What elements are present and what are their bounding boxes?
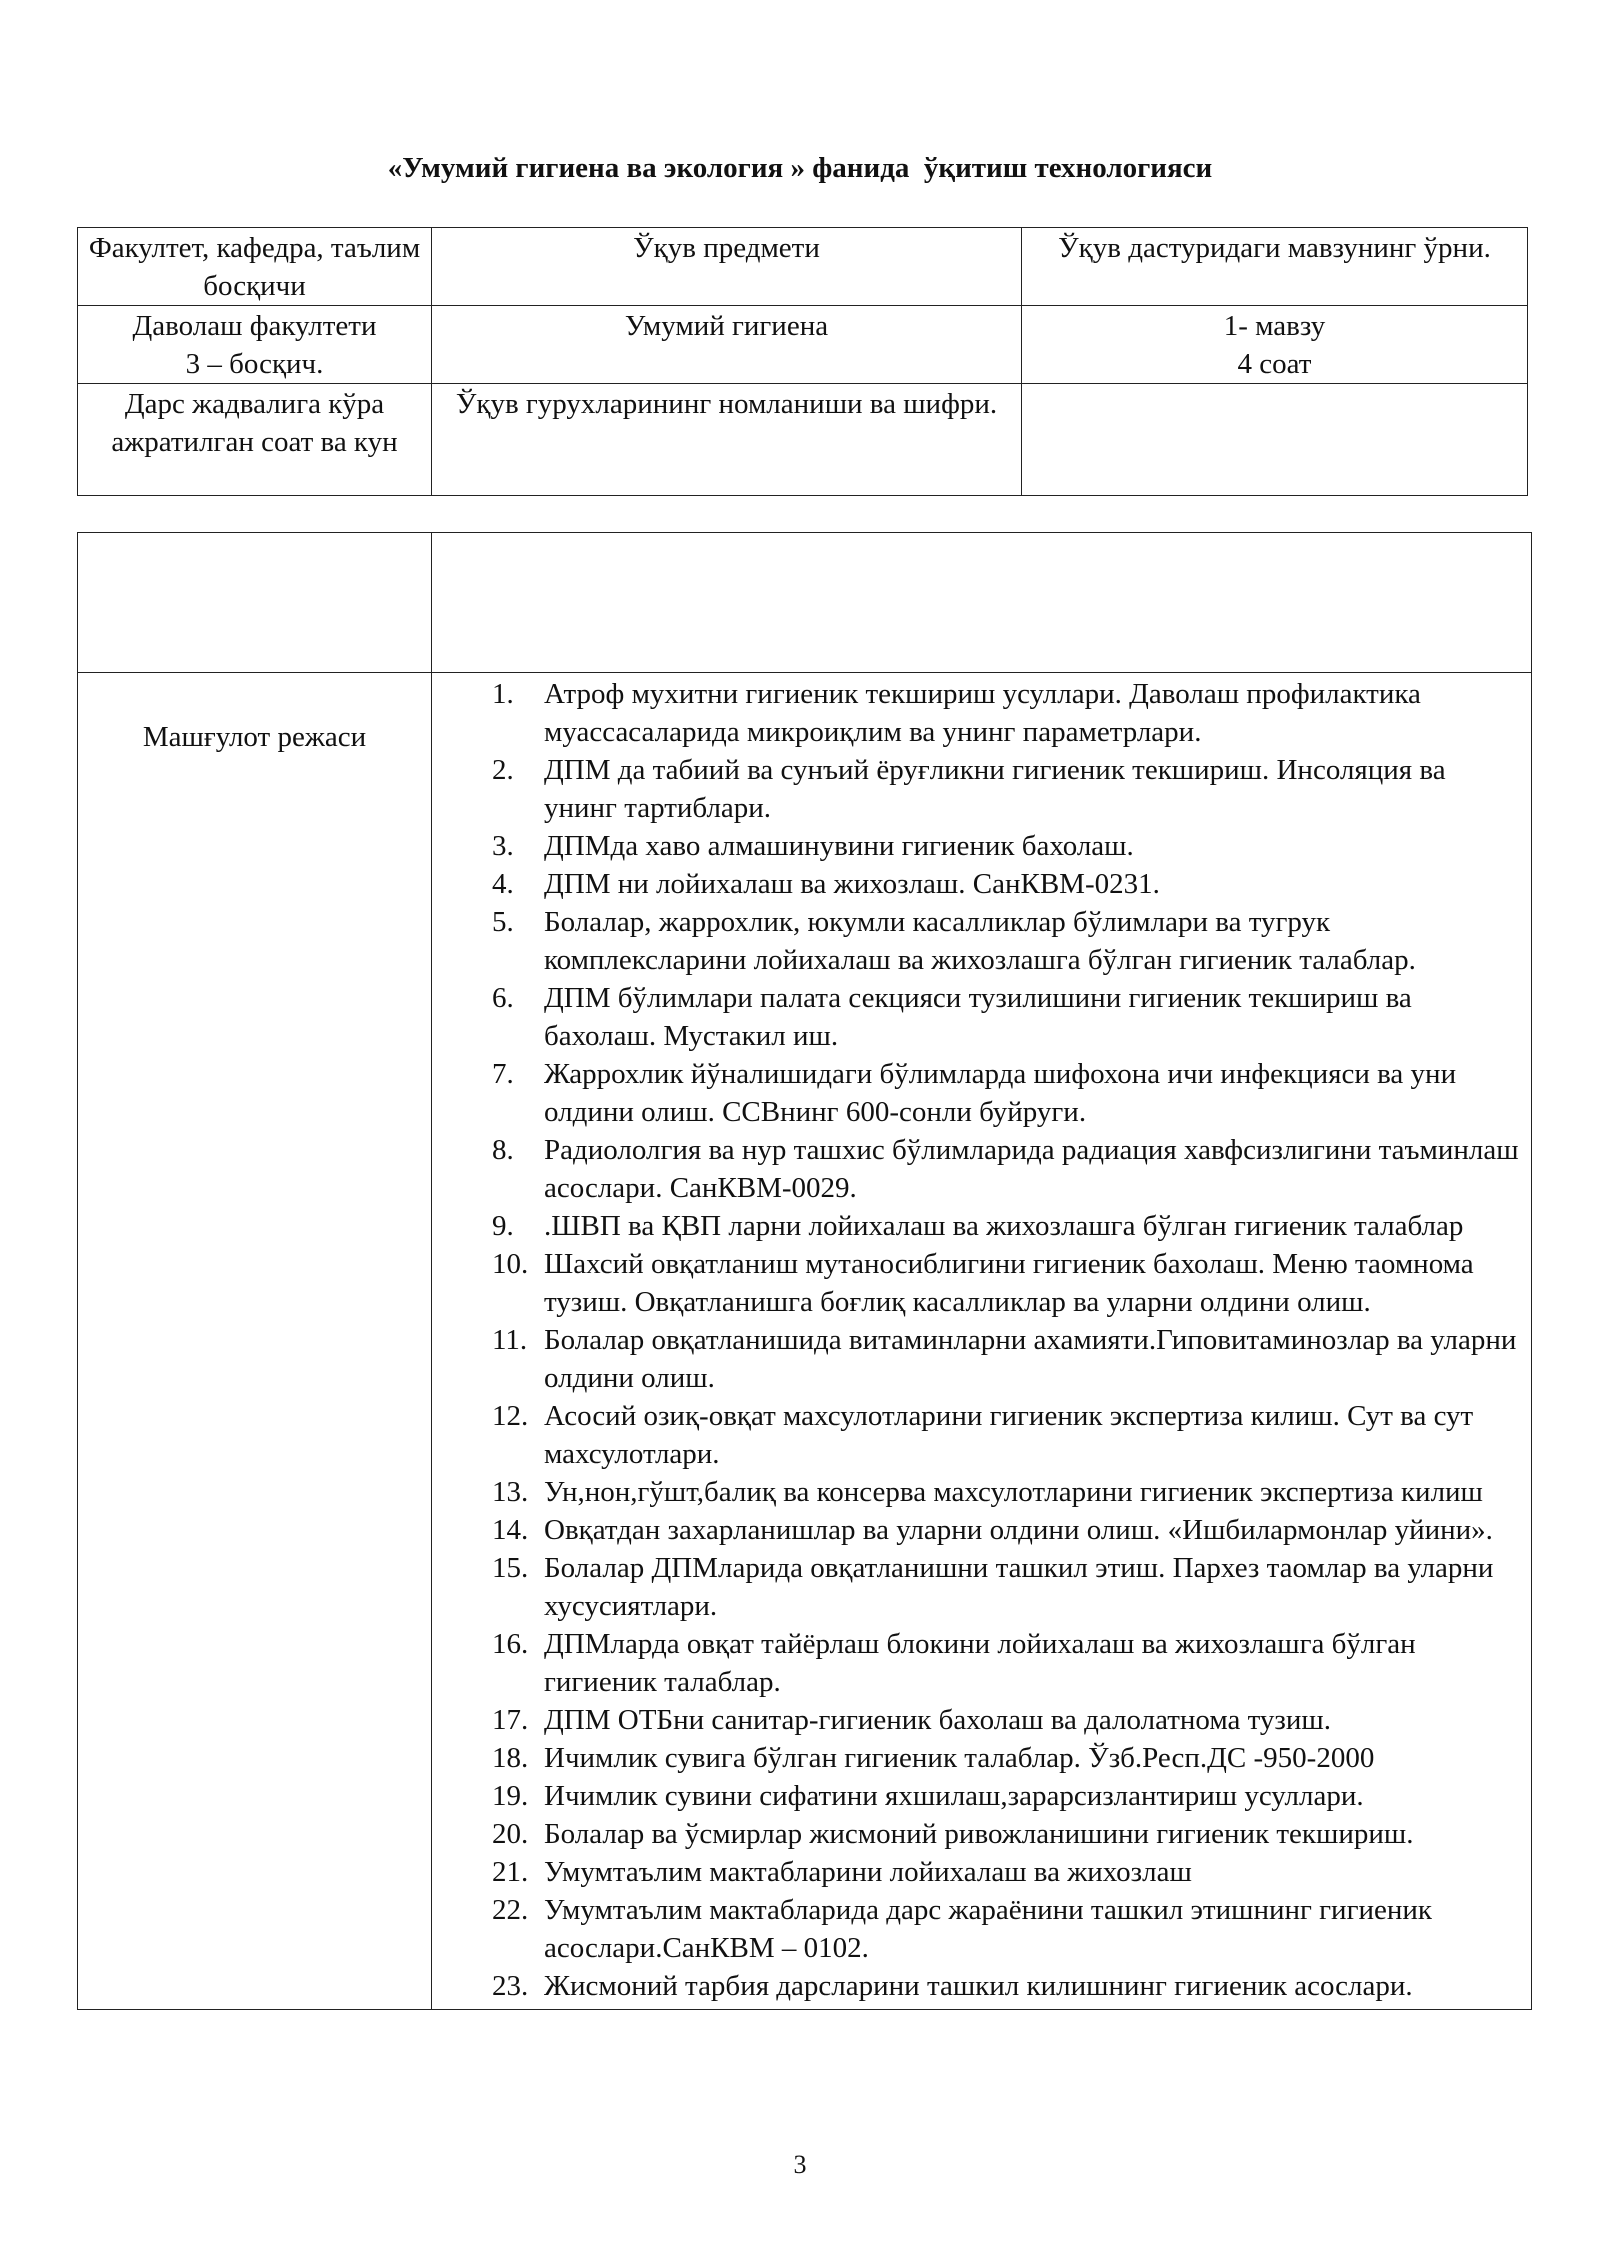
plan-item-text: Овқатдан захарланишлар ва уларни олдини олиш. «Ишбилармонлар уйини». (544, 1514, 1493, 1546)
empty-cell (1022, 384, 1528, 496)
plan-item-text: ДПМ да табиий ва сунъий ёруғликни гигиеник текшириш. Инсоляция ва унинг тартиблари. (544, 754, 1446, 824)
plan-item-text: Умумтаълим мактабларида дарс жараёнини ташкил этишнинг гигиеник асослари.СанКВМ – 0102. (544, 1894, 1432, 1964)
faculty-header-cell: Факултет, кафедра, таълим босқичи (78, 228, 432, 306)
plan-item-number: 21. (492, 1856, 529, 1888)
plan-blank-right (432, 533, 1532, 673)
plan-item (432, 1511, 1531, 1549)
plan-item (432, 903, 1531, 979)
plan-item (432, 979, 1531, 1055)
plan-item-number: 4. (492, 868, 514, 900)
plan-item-text: Атроф мухитни гигиеник текшириш усуллари. Даволаш профилактика муассасаларида микроиқлим ва унинг параметрлари. (544, 678, 1421, 748)
plan-item-number: 7. (492, 1058, 514, 1090)
plan-item-text: Шахсий овқатланиш мутаносиблигини гигиеник бахолаш. Меню таомнома тузиш. Овқатланишга боғлиқ касалликлар ва уларни олдини олиш. (544, 1248, 1474, 1318)
plan-item-number: 20. (492, 1818, 529, 1850)
plan-item-number: 16. (492, 1628, 529, 1660)
plan-item-text: Радиололгия ва нур ташхис бўлимларида радиация хавфсизлигини таъминлаш асослари. СанКВМ-0029. (544, 1134, 1519, 1204)
page-title: «Умумий гигиена ва экология » фанида ўқитиш технологияси (387, 152, 1213, 184)
plan-item-text: Ичимлик сувини сифатини яхшилаш,зарарсизлантириш усуллари. (544, 1780, 1364, 1812)
plan-item-number: 13. (492, 1476, 529, 1508)
plan-item-number: 1. (492, 678, 514, 710)
plan-item (432, 1815, 1531, 1853)
plan-item-number: 3. (492, 830, 514, 862)
plan-item-number: 8. (492, 1134, 514, 1166)
plan-list (432, 675, 1531, 2005)
plan-item-number: 2. (492, 754, 514, 786)
plan-item-number: 23. (492, 1970, 529, 2002)
topic-hours: 4 соат (1237, 348, 1312, 380)
plan-item-number: 14. (492, 1514, 529, 1546)
plan-item-text: ДПМларда овқат тайёрлаш блокини лойихалаш ва жихозлашга бўлган гигиеник талаблар. (544, 1628, 1416, 1698)
faculty-cell (78, 306, 432, 384)
plan-item (432, 1853, 1531, 1891)
plan-item-number: 17. (492, 1704, 529, 1736)
plan-item-text: Болалар овқатланишида витаминларни ахамияти.Гиповитаминозлар ва уларни олдини олиш. (544, 1324, 1517, 1394)
plan-item (432, 1739, 1531, 1777)
topic-cell (1022, 306, 1528, 384)
header-row-2 (78, 306, 1528, 384)
plan-item-number: 19. (492, 1780, 529, 1812)
header-row-3 (78, 384, 1528, 496)
plan-item (432, 1055, 1531, 1131)
plan-label: Машғулот режаси (78, 673, 432, 2010)
plan-item-number: 11. (492, 1324, 528, 1356)
plan-item-number: 18. (492, 1742, 529, 1774)
plan-item-text: Ун,нон,гўшт,балиқ ва консерва махсулотларини гигиеник экспертиза килиш (544, 1476, 1483, 1508)
plan-item-text: ДПМ ни лойихалаш ва жихозлаш. СанКВМ-0231. (544, 868, 1160, 900)
plan-item-text: Жаррохлик йўналишидаги бўлимларда шифохона ичи инфекцияси ва уни олдини олиш. ССВнинг 600-сонли буйруги. (544, 1058, 1457, 1128)
plan-item (432, 1701, 1531, 1739)
plan-item-number: 12. (492, 1400, 529, 1432)
plan-item (432, 1625, 1531, 1701)
plan-item-text: Болалар, жаррохлик, юкумли касалликлар бўлимлари ва тугрук комплексларини лойихалаш ва жихозлашга бўлган гигиеник талаблар. (544, 906, 1416, 976)
faculty-stage: 3 – босқич. (185, 348, 324, 380)
plan-content-cell (432, 673, 1532, 2010)
plan-row (78, 673, 1532, 2010)
faculty-name: Даволаш факултети (132, 310, 377, 342)
header-table (77, 227, 1528, 496)
plan-item (432, 1397, 1531, 1473)
plan-item (432, 827, 1531, 865)
plan-item-text: Асосий озиқ-овқат махсулотларини гигиеник экспертиза килиш. Сут ва сут махсулотлари. (544, 1400, 1474, 1470)
page-number: 3 (793, 2150, 807, 2179)
plan-item (432, 1245, 1531, 1321)
plan-item (432, 1967, 1531, 2005)
plan-table (77, 532, 1532, 2010)
plan-item-text: Ичимлик сувига бўлган гигиеник талаблар. Ўзб.Респ.ДС -950-2000 (544, 1742, 1375, 1774)
plan-item (432, 865, 1531, 903)
groups-cell: Ўқув гурухларининг номланиши ва шифри. (432, 384, 1022, 496)
plan-item-text: Болалар ДПМларида овқатланишни ташкил этиш. Пархез таомлар ва уларни хусусиятлари. (544, 1552, 1494, 1622)
plan-item (432, 1321, 1531, 1397)
plan-item (432, 1549, 1531, 1625)
plan-item-number: 9. (492, 1210, 514, 1242)
subject-header-cell: Ўқув предмети (432, 228, 1022, 306)
plan-item (432, 1891, 1531, 1967)
plan-item-text: Болалар ва ўсмирлар жисмоний ривожланишини гигиеник текшириш. (544, 1818, 1414, 1850)
plan-item-text: ДПМда хаво алмашинувини гигиеник бахолаш. (544, 830, 1134, 862)
header-row-1 (78, 228, 1528, 306)
plan-item-number: 5. (492, 906, 514, 938)
plan-item-text: Жисмоний тарбия дарсларини ташкил килишнинг гигиеник асослари. (544, 1970, 1413, 2002)
plan-item (432, 675, 1531, 751)
plan-item-text: .ШВП ва ҚВП ларни лойихалаш ва жихозлашга бўлган гигиеник талаблар (544, 1210, 1464, 1242)
plan-item (432, 1207, 1531, 1245)
plan-blank-row (78, 533, 1532, 673)
plan-item-text: ДПМ ОТБни санитар-гигиеник бахолаш ва далолатнома тузиш. (544, 1704, 1331, 1736)
schedule-cell: Дарс жадвалига кўра ажратилган соат ва кун (78, 384, 432, 496)
plan-item-text: ДПМ бўлимлари палата секцияси тузилишини гигиеник текшириш ва бахолаш. Мустакил иш. (544, 982, 1412, 1052)
plan-item (432, 1473, 1531, 1511)
plan-item-number: 6. (492, 982, 514, 1014)
plan-item-number: 15. (492, 1552, 529, 1584)
plan-item-text: Умумтаълим мактабларини лойихалаш ва жихозлаш (544, 1856, 1192, 1888)
topic-number: 1- мавзу (1223, 310, 1326, 342)
plan-item (432, 751, 1531, 827)
plan-item (432, 1777, 1531, 1815)
plan-item (432, 1131, 1531, 1207)
plan-blank-left (78, 533, 432, 673)
topic-place-header-cell: Ўқув дастуридаги мавзунинг ўрни. (1022, 228, 1528, 306)
plan-item-number: 22. (492, 1894, 529, 1926)
plan-item-number: 10. (492, 1248, 529, 1280)
subject-cell: Умумий гигиена (432, 306, 1022, 384)
